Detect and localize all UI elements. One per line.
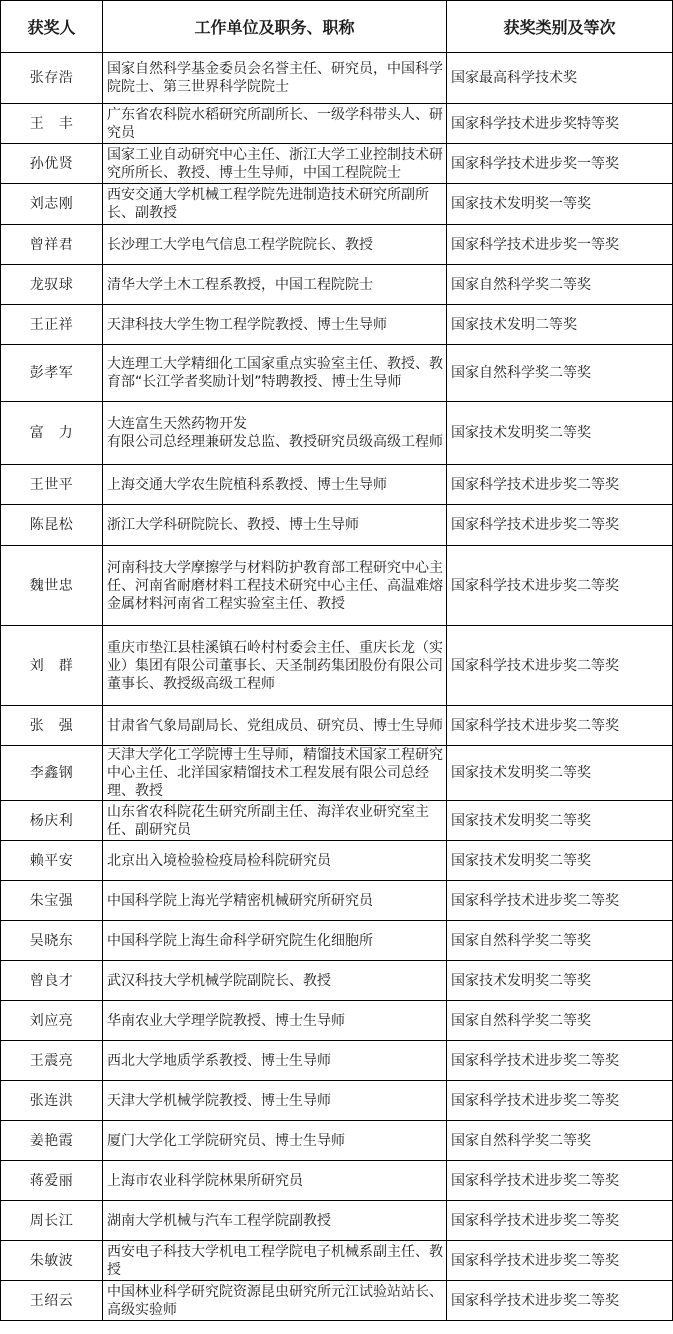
unit-cell: 湖南大学机械与汽车工程学院副教授: [103, 1201, 447, 1241]
table-row: [1, 265, 673, 305]
unit-cell: 国家自然科学基金委员会名誉主任、研究员，中国科学院院士、第三世界科学院院士: [103, 53, 447, 104]
name-cell: 彭孝军: [1, 345, 103, 402]
award-cell: 国家科学技术进步奖二等奖: [447, 1161, 673, 1201]
award-cell: 国家技术发明奖二等奖: [447, 801, 673, 841]
unit-cell: 浙江大学科研院院长、教授、博士生导师: [103, 505, 447, 546]
name-cell: 王世平: [1, 465, 103, 505]
unit-cell: 天津大学化工学院博士生导师，精馏技术国家工程研究中心主任、北洋国家精馏技术工程发展有限公司总经理、教授: [103, 746, 447, 801]
name-cell: 朱敏波: [1, 1241, 103, 1281]
unit-cell: 广东省农科院水稻研究所副所长、一级学科带头人、研究员: [103, 104, 447, 144]
header-unit: 工作单位及职务、职称: [103, 1, 447, 53]
name-cell: 王震亮: [1, 1041, 103, 1081]
table-row: [1, 1041, 673, 1081]
award-cell: 国家科学技术进步奖二等奖: [447, 1281, 673, 1321]
table-row: [1, 144, 673, 184]
unit-cell: 大连富生天然药物开发 有限公司总经理兼研发总监、教授研究员级高级工程师: [103, 402, 447, 465]
award-cell: 国家自然科学奖二等奖: [447, 1121, 673, 1161]
award-cell: 国家自然科学奖二等奖: [447, 921, 673, 961]
table-row: [1, 1121, 673, 1161]
name-cell: 李鑫钢: [1, 746, 103, 801]
table-row: [1, 1001, 673, 1041]
award-cell: 国家科学技术进步奖二等奖: [447, 465, 673, 505]
name-cell: 周长江: [1, 1201, 103, 1241]
name-cell: 吴晓东: [1, 921, 103, 961]
table-row: [1, 1281, 673, 1321]
unit-cell: 天津科技大学生物工程学院教授、博士生导师: [103, 305, 447, 345]
award-cell: 国家科学技术进步奖一等奖: [447, 144, 673, 184]
table-row: [1, 104, 673, 144]
unit-cell: 清华大学土木工程系教授，中国工程院院士: [103, 265, 447, 305]
table-row: [1, 746, 673, 801]
award-cell: 国家技术发明奖二等奖: [447, 961, 673, 1001]
award-cell: 国家技术发明二等奖: [447, 305, 673, 345]
award-cell: 国家科学技术进步奖一等奖: [447, 225, 673, 265]
unit-cell: 中国林业科学研究院资源昆虫研究所元江试验站站长、高级实验师: [103, 1281, 447, 1321]
unit-cell: 甘肃省气象局副局长、党组成员、研究员、博士生导师: [103, 706, 447, 746]
award-cell: 国家技术发明奖一等奖: [447, 184, 673, 225]
header-row: [1, 1, 673, 53]
unit-cell: 山东省农科院花生研究所副主任、海洋农业研究室主任、副研究员: [103, 801, 447, 841]
award-cell: 国家科学技术进步奖二等奖: [447, 1041, 673, 1081]
award-cell: 国家自然科学奖二等奖: [447, 345, 673, 402]
name-cell: 富 力: [1, 402, 103, 465]
award-cell: 国家技术发明奖二等奖: [447, 746, 673, 801]
award-cell: 国家自然科学奖二等奖: [447, 265, 673, 305]
table-row: [1, 53, 673, 104]
award-cell: 国家科学技术进步奖二等奖: [447, 881, 673, 921]
table-row: [1, 1201, 673, 1241]
table-row: [1, 626, 673, 706]
award-cell: 国家技术发明奖二等奖: [447, 402, 673, 465]
table-row: [1, 225, 673, 265]
unit-cell: 西安电子科技大学机电工程学院电子机械系副主任、教授: [103, 1241, 447, 1281]
award-cell: 国家科学技术进步奖二等奖: [447, 1201, 673, 1241]
unit-cell: 西北大学地质学系教授、博士生导师: [103, 1041, 447, 1081]
table-row: [1, 546, 673, 626]
unit-cell: 厦门大学化工学院研究员、博士生导师: [103, 1121, 447, 1161]
unit-cell: 重庆市垫江县桂溪镇石岭村村委会主任、重庆长龙（实业）集团有限公司董事长、天圣制药集团股份有限公司董事长、教授级高级工程师: [103, 626, 447, 706]
award-cell: 国家技术发明奖二等奖: [447, 841, 673, 881]
name-cell: 蒋爱丽: [1, 1161, 103, 1201]
unit-cell: 大连理工大学精细化工国家重点实验室主任、教授、教育部“长江学者奖励计划”特聘教授、博士生导师: [103, 345, 447, 402]
table-row: [1, 841, 673, 881]
award-cell: 国家最高科学技术奖: [447, 53, 673, 104]
table-row: [1, 961, 673, 1001]
award-cell: 国家科学技术进步奖二等奖: [447, 1081, 673, 1121]
name-cell: 龙驭球: [1, 265, 103, 305]
table-row: [1, 345, 673, 402]
award-cell: 国家科学技术进步奖二等奖: [447, 706, 673, 746]
name-cell: 曾良才: [1, 961, 103, 1001]
table-row: [1, 184, 673, 225]
name-cell: 刘应亮: [1, 1001, 103, 1041]
award-cell: 国家自然科学奖二等奖: [447, 1001, 673, 1041]
table-row: [1, 1241, 673, 1281]
unit-cell: 武汉科技大学机械学院副院长、教授: [103, 961, 447, 1001]
unit-cell: 上海交通大学农生院植科系教授、博士生导师: [103, 465, 447, 505]
table-row: [1, 1081, 673, 1121]
table-row: [1, 402, 673, 465]
header-name: 获奖人: [1, 1, 103, 53]
unit-cell: 华南农业大学理学院教授、博士生导师: [103, 1001, 447, 1041]
name-cell: 姜艳霞: [1, 1121, 103, 1161]
award-cell: 国家科学技术进步奖二等奖: [447, 546, 673, 626]
name-cell: 王绍云: [1, 1281, 103, 1321]
name-cell: 孙优贤: [1, 144, 103, 184]
name-cell: 张连洪: [1, 1081, 103, 1121]
name-cell: 王 丰: [1, 104, 103, 144]
name-cell: 刘志刚: [1, 184, 103, 225]
award-cell: 国家科学技术进步奖二等奖: [447, 626, 673, 706]
name-cell: 朱宝强: [1, 881, 103, 921]
unit-cell: 天津大学机械学院教授、博士生导师: [103, 1081, 447, 1121]
award-cell: 国家科学技术进步奖二等奖: [447, 1241, 673, 1281]
unit-cell: 西安交通大学机械工程学院先进制造技术研究所副所长、副教授: [103, 184, 447, 225]
table-row: [1, 465, 673, 505]
award-cell: 国家科学技术进步奖特等奖: [447, 104, 673, 144]
name-cell: 张 强: [1, 706, 103, 746]
table-row: [1, 881, 673, 921]
table-row: [1, 305, 673, 345]
name-cell: 魏世忠: [1, 546, 103, 626]
table-row: [1, 801, 673, 841]
unit-cell: 国家工业自动研究中心主任、浙江大学工业控制技术研究所所长、教授、博士生导师，中国工程院院士: [103, 144, 447, 184]
table-row: [1, 1161, 673, 1201]
name-cell: 杨庆利: [1, 801, 103, 841]
unit-cell: 河南科技大学摩擦学与材料防护教育部工程研究中心主任、河南省耐磨材料工程技术研究中心主任、高温难熔金属材料河南省工程实验室主任、教授: [103, 546, 447, 626]
name-cell: 曾祥君: [1, 225, 103, 265]
name-cell: 张存浩: [1, 53, 103, 104]
award-cell: 国家科学技术进步奖二等奖: [447, 505, 673, 546]
header-award: 获奖类别及等次: [447, 1, 673, 53]
name-cell: 刘 群: [1, 626, 103, 706]
table-row: [1, 921, 673, 961]
name-cell: 赖平安: [1, 841, 103, 881]
name-cell: 王正祥: [1, 305, 103, 345]
unit-cell: 中国科学院上海生命科学研究院生化细胞所: [103, 921, 447, 961]
name-cell: 陈昆松: [1, 505, 103, 546]
unit-cell: 长沙理工大学电气信息工程学院院长、教授: [103, 225, 447, 265]
table-row: [1, 706, 673, 746]
table-body: [1, 53, 673, 1321]
unit-cell: 中国科学院上海光学精密机械研究所研究员: [103, 881, 447, 921]
unit-cell: 北京出入境检验检疫局检科院研究员: [103, 841, 447, 881]
unit-cell: 上海市农业科学院林果所研究员: [103, 1161, 447, 1201]
table-row: [1, 505, 673, 546]
